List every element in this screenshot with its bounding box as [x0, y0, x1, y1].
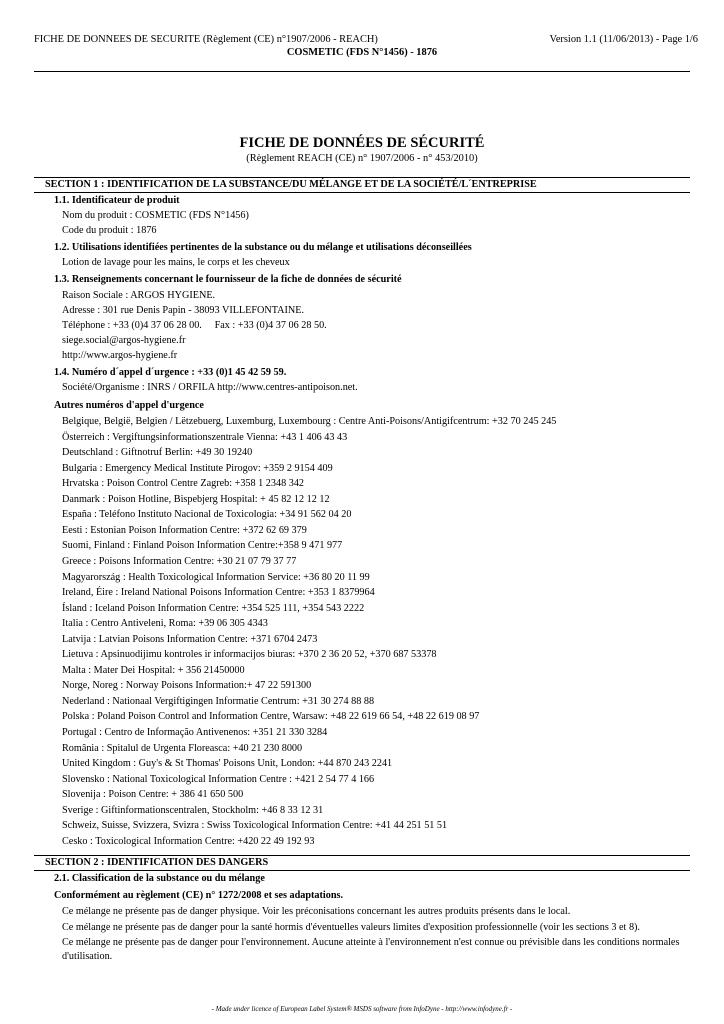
emergency-number-item: Deutschland : Giftnotruf Berlin: +49 30 19240: [62, 447, 253, 459]
emergency-number-item: Ísland : Iceland Poison Information Centre: +354 525 111, +354 543 2222: [62, 602, 365, 614]
emergency-number-item: Bulgaria : Emergency Medical Institute Pirogov: +359 2 9154 409: [62, 462, 333, 474]
section-1-3-heading: 1.3. Renseignements concernant le fournisseur de la fiche de données de sécurité: [54, 274, 402, 285]
health-danger-text: Ce mélange ne présente pas de danger pour la santé hormis d'éventuelles valeurs limites d'exposition professionnelle (voir les sections 3 et 8).: [62, 922, 640, 933]
emergency-number-item: Cesko : Toxicological Information Centre: +420 22 49 192 93: [62, 835, 315, 847]
emergency-number-item: Danmark : Poison Hotline, Bispebjerg Hospital: + 45 82 12 12 12: [62, 493, 330, 505]
emergency-number-item: Lietuva : Apsinuodijimu kontroles ir informacijos biuras: +370 2 36 20 52, +370 687 53378: [62, 649, 437, 661]
emergency-number-item: Schweiz, Suisse, Svizzera, Svizra : Swiss Toxicological Information Centre: +41 44 251 51 51: [62, 820, 448, 832]
emergency-number-item: United Kingdom : Guy's & St Thomas' Poisons Unit, London: +44 870 243 2241: [62, 758, 393, 770]
section-1-4-heading: 1.4. Numéro d´appel d´urgence : +33 (0)1 45 42 59 59.: [54, 367, 287, 378]
page-title: FICHE DE DONNÉES DE SÉCURITÉ: [239, 135, 485, 151]
emergency-number-item: Belgique, België, Belgien / Lëtzebuerg, Luxemburg, Luxembourg : Centre Anti-Poisons/Antigifcentrum: +32 70 245 245: [62, 416, 557, 427]
supplier-name: Raison Sociale : ARGOS HYGIENE.: [62, 290, 216, 301]
section2-heading: SECTION 2 : IDENTIFICATION DES DANGERS: [45, 857, 269, 868]
page-subtitle: (Règlement REACH (CE) n° 1907/2006 - n° 453/2010): [246, 153, 478, 164]
regulation-conformity: Conformément au règlement (CE) n° 1272/2008 et ses adaptations.: [54, 890, 344, 901]
emergency-number-item: Portugal : Centro de Informação Antivenenos: +351 21 330 3284: [62, 727, 328, 738]
product-code: Code du produit : 1876: [62, 225, 157, 236]
product-name: Nom du produit : COSMETIC (FDS N°1456): [62, 210, 249, 221]
section2-bottom-rule: [34, 870, 690, 871]
emergency-number-item: România : Spitalul de Urgenta Floreasca: +40 21 230 8000: [62, 742, 303, 754]
emergency-number-item: Latvija : Latvian Poisons Information Centre: +371 6704 2473: [62, 633, 318, 645]
emergency-number-item: Eesti : Estonian Poison Information Centre: +372 62 69 379: [62, 524, 307, 536]
emergency-number-item: Greece : Poisons Information Centre: +30 21 07 79 37 77: [62, 555, 297, 567]
header-product: COSMETIC (FDS N°1456) - 1876: [286, 47, 438, 58]
supplier-phone-fax: Téléphone : +33 (0)4 37 06 28 00. Fax : +33 (0)4 37 06 28 50.: [62, 320, 327, 331]
emergency-number-item: España : Teléfono Instituto Nacional de Toxicologia: +34 91 562 04 20: [62, 509, 352, 521]
page-footer: - Made under licence of European Label System® MSDS software from InfoDyne - http://www.infodyne.fr -: [211, 1005, 513, 1013]
emergency-number-item: Magyarország : Health Toxicological Information Service: +36 80 20 11 99: [62, 571, 370, 583]
section-1-1-heading: 1.1. Identificateur de produit: [54, 195, 180, 206]
environment-danger-text: Ce mélange ne présente pas de danger pour l'environnement. Aucune atteinte à l'environnement n'est connue ou prévisible dans les conditions normales d'utilisation.: [62, 937, 680, 962]
emergency-number-item: Sverige : Giftinformationscentralen, Stockholm: +46 8 33 12 31: [62, 804, 324, 816]
emergency-number-item: Slovensko : National Toxicological Information Centre : +421 2 54 77 4 166: [62, 773, 375, 785]
section1-bottom-rule: [34, 192, 690, 193]
other-emergency-numbers-heading: Autres numéros d'appel d'urgence: [54, 400, 204, 411]
supplier-website[interactable]: http://www.argos-hygiene.fr: [62, 350, 178, 361]
emergency-number-item: Ireland, Éire : Ireland National Poisons Information Centre: +353 1 8379964: [62, 587, 375, 599]
emergency-number-item: Malta : Mater Dei Hospital: + 356 21450000: [62, 664, 245, 676]
physical-danger-text: Ce mélange ne présente pas de danger physique. Voir les préconisations concernant les autres produits présents dans le local.: [62, 906, 571, 917]
section-1-2-heading: 1.2. Utilisations identifiées pertinentes de la substance ou du mélange et utilisations déconseillées: [54, 242, 472, 253]
header-document-title: FICHE DE DONNEES DE SECURITE (Règlement (CE) n°1907/2006 - REACH): [34, 34, 378, 45]
supplier-email[interactable]: siege.social@argos-hygiene.fr: [62, 335, 186, 346]
section-2-1-heading: 2.1. Classification de la substance ou du mélange: [54, 873, 265, 884]
emergency-number-item: Suomi, Finland : Finland Poison Information Centre:+358 9 471 977: [62, 540, 343, 552]
section1-top-rule: [34, 177, 690, 178]
section1-heading: SECTION 1 : IDENTIFICATION DE LA SUBSTANCE/DU MÉLANGE ET DE LA SOCIÉTÉ/L´ENTREPRISE: [45, 179, 537, 190]
emergency-number-item: Österreich : Vergiftungsinformationszentrale Vienna: +43 1 406 43 43: [62, 431, 348, 443]
emergency-number-item: Italia : Centro Antiveleni, Roma: +39 06 305 4343: [62, 618, 268, 630]
emergency-number-item: Nederland : Nationaal Vergiftigingen Informatie Centrum: +31 30 274 88 88: [62, 695, 375, 707]
header-version-page: Version 1.1 (11/06/2013) - Page 1/6: [549, 34, 698, 45]
product-use: Lotion de lavage pour les mains, le corps et les cheveux: [62, 257, 290, 268]
section2-top-rule: [34, 855, 690, 856]
emergency-number-item: Slovenija : Poison Centre: + 386 41 650 500: [62, 789, 244, 801]
emergency-number-item: Polska : Poland Poison Control and Information Centre, Warsaw: +48 22 619 66 54, +48 22 619 08 97: [62, 711, 480, 723]
emergency-number-item: Hrvatska : Poison Control Centre Zagreb: +358 1 2348 342: [62, 478, 305, 490]
header-divider: [34, 71, 690, 72]
supplier-address: Adresse : 301 rue Denis Papin - 38093 VILLEFONTAINE.: [62, 305, 305, 316]
emergency-number-item: Norge, Noreg : Norway Poisons Information:+ 47 22 591300: [62, 680, 312, 692]
emergency-organisation: Société/Organisme : INRS / ORFILA http://www.centres-antipoison.net.: [62, 382, 358, 393]
